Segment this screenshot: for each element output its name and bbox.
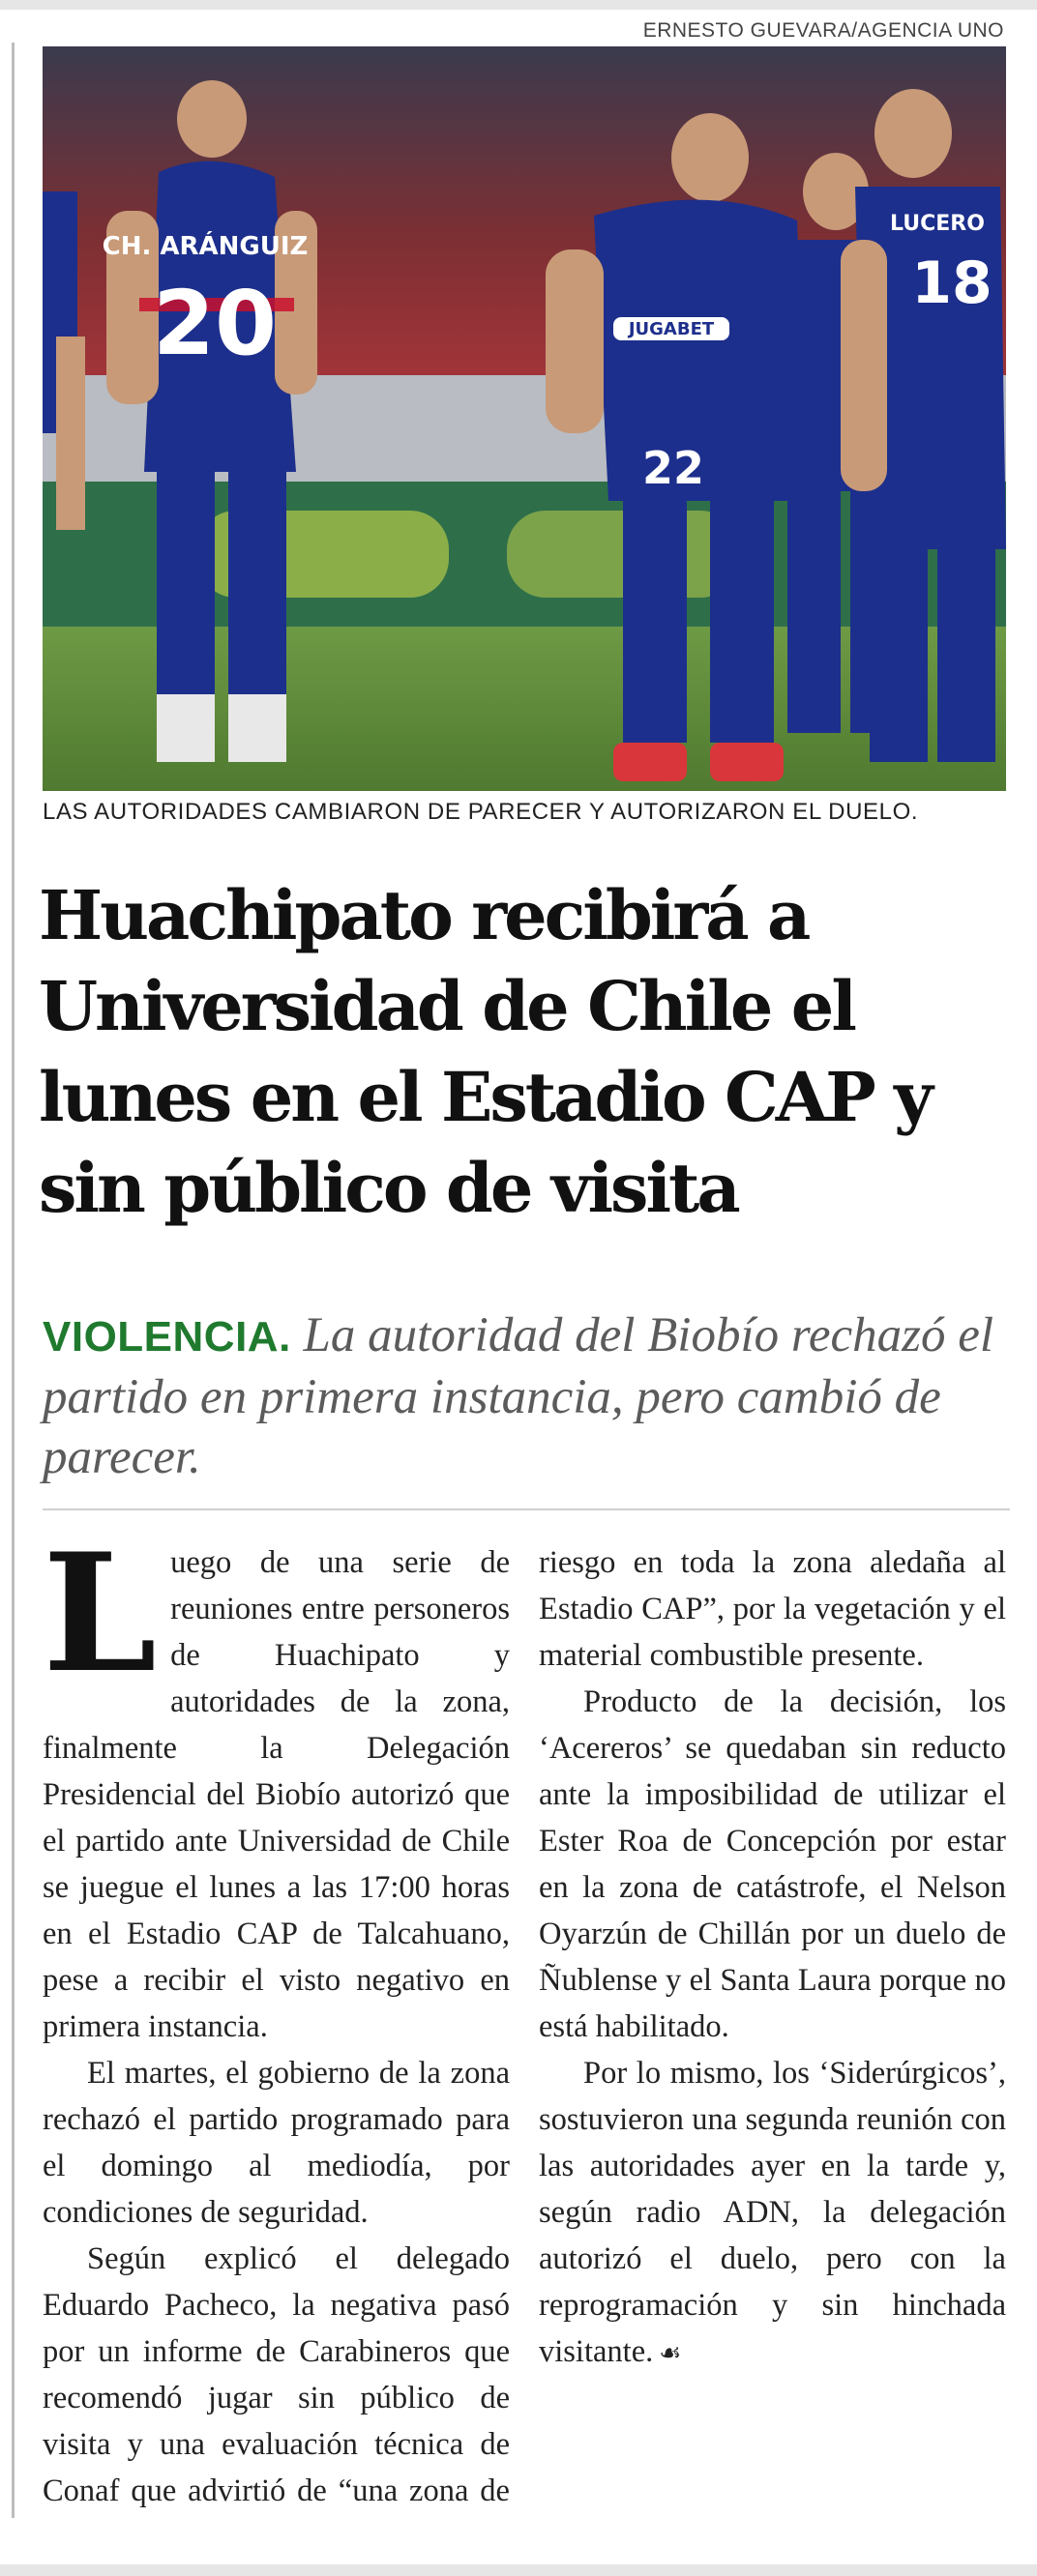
- paragraph-1: [43, 1517, 510, 2050]
- headline: Huachipato recibirá a Universidad de Chile el lunes en el Estadio CAP y sin público de visita: [39, 875, 931, 1228]
- svg-text:JUGABET: JUGABET: [628, 319, 715, 339]
- article-body: [43, 1517, 1006, 2555]
- deck-kicker: VIOLENCIA.: [43, 1313, 291, 1361]
- photo-credit: ERNESTO GUEVARA/AGENCIA UNO: [642, 19, 1004, 42]
- left-column-rule: [12, 43, 15, 2518]
- article-photo: [43, 46, 1006, 791]
- svg-text:CH. ARÁNGUIZ: CH. ARÁNGUIZ: [102, 232, 309, 261]
- paragraph-2: El martes, el gobierno de la zona rechazó el partido programado para el domingo al mediodía, por condiciones de seguridad.: [43, 2056, 510, 2230]
- photo-caption: LAS AUTORIDADES CAMBIARON DE PARECER Y AUTORIZARON EL DUELO.: [43, 799, 919, 825]
- end-of-article-mark: ☙: [659, 2339, 682, 2368]
- football-players-illustration: [43, 46, 1006, 791]
- paragraph-5: [539, 2050, 1006, 2377]
- svg-text:22: 22: [642, 442, 705, 494]
- deck-text: La autoridad del Biobío rechazó el partido en primera instancia, pero cambió de parecer.: [43, 1308, 994, 1484]
- section-separator: [43, 1508, 1010, 1510]
- drop-cap: L: [43, 1517, 158, 1709]
- top-border: [0, 0, 1037, 10]
- svg-text:LUCERO: LUCERO: [890, 212, 985, 236]
- svg-text:18: 18: [911, 249, 993, 317]
- svg-text:20: 20: [152, 272, 278, 375]
- paragraph-1-text: uego de una serie de reuniones entre personeros de Huachipato y autoridades de la zona, finalmente la Delegación Presidencial del Biobío autorizó que el partido ante Universidad de Chile se juegue el lunes a las 17:00 horas en el Estadio CAP de Talcahuano, pese a recibir el visto negativo en primera instancia.: [43, 1545, 510, 2044]
- paragraph-4: Producto de la decisión, los ‘Acereros’ se quedaban sin reducto ante la imposibilidad de utilizar el Ester Roa de Concepción por estar en la zona de catástrofe, el Nelson Oyarzún de Chillán por un duelo de Ñublense y el Santa Laura porque no está habilitado.: [539, 1684, 1006, 2044]
- bottom-border: [0, 2564, 1037, 2576]
- deck: [43, 1305, 1010, 1487]
- paragraph-5-text: Por lo mismo, los ‘Siderúrgicos’, sostuvieron una segunda reunión con las autoridades ayer en la tarde y, según radio ADN, la delegación autorizó el duelo, pero con la reprogramación y sin hinchada visitante.: [539, 2056, 1006, 2369]
- paragraph-3: Según explicó el delegado Eduardo Pacheco, la negativa pasó por un informe de Carabineros que recomendó jugar sin público de visita y una evaluación técnica de Conaf que advirtió de “una zona de riesgo en toda la zona aledaña al Estadio CAP”, por la vegetación y el material combustible presente.: [43, 1545, 1006, 2508]
